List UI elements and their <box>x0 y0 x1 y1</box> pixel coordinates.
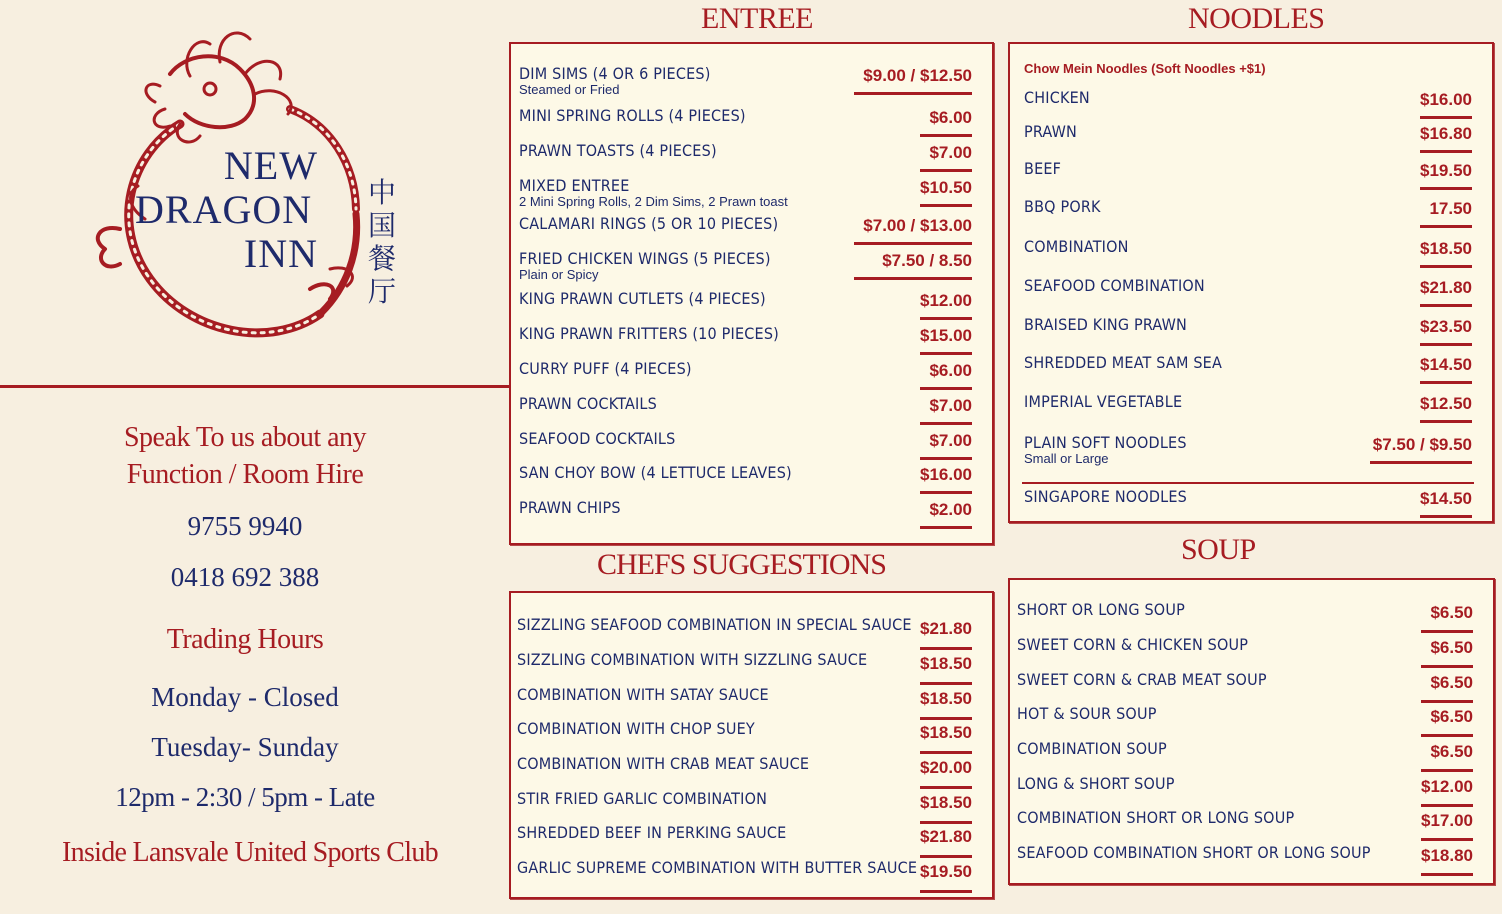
brand-line2: DRAGON <box>135 187 313 232</box>
price-underline <box>1420 515 1472 518</box>
menu-item-price: $20.00 <box>920 758 972 777</box>
menu-item <box>511 176 992 210</box>
menu-item-price: $21.80 <box>920 619 972 638</box>
chefs-title: CHEFS SUGGESTIONS <box>597 548 886 581</box>
entree-panel <box>509 42 994 545</box>
price-underline <box>854 277 972 280</box>
price-underline <box>920 134 972 137</box>
menu-item-name: KING PRAWN CUTLETS (4 PIECES) <box>519 289 766 308</box>
menu-item-name: PLAIN SOFT NOODLES <box>1024 433 1187 452</box>
menu-item-price: $14.50 <box>1420 355 1472 374</box>
menu-item <box>511 141 992 175</box>
menu-item-name: COMBINATION SHORT OR LONG SOUP <box>1017 808 1295 827</box>
menu-item <box>1010 392 1492 426</box>
menu-item <box>511 463 992 497</box>
menu-item <box>511 685 992 719</box>
menu-item-name: MIXED ENTREE <box>519 176 630 195</box>
menu-item-name: SEAFOOD COMBINATION <box>1024 276 1205 295</box>
menu-item-price: $6.00 <box>929 361 972 380</box>
price-underline <box>1420 265 1472 268</box>
menu-item-price: $7.00 / $13.00 <box>863 216 972 235</box>
menu-item-price: 17.50 <box>1429 199 1472 218</box>
menu-item-name: COMBINATION <box>1024 237 1129 256</box>
menu-item <box>511 64 992 98</box>
price-underline <box>1420 150 1472 153</box>
menu-item-price: $6.00 <box>929 108 972 127</box>
menu-item-name: SEAFOOD COCKTAILS <box>519 429 676 448</box>
chinese-char: 国 <box>367 209 396 242</box>
menu-item-price: $21.80 <box>1420 278 1472 297</box>
menu-item <box>1010 122 1492 156</box>
menu-item-price: $6.50 <box>1430 673 1473 692</box>
hours-times: 12pm - 2:30 / 5pm - Late <box>115 782 375 812</box>
menu-item-price: $6.50 <box>1430 707 1473 726</box>
brand-line3: INN <box>243 231 318 276</box>
menu-item-price: $19.50 <box>1420 161 1472 180</box>
menu-item-name: STIR FRIED GARLIC COMBINATION <box>517 789 768 808</box>
menu-item <box>1010 635 1493 669</box>
price-underline <box>1420 343 1472 346</box>
price-underline <box>1421 838 1473 841</box>
menu-item-price: $19.50 <box>920 862 972 881</box>
menu-item <box>1010 487 1492 521</box>
menu-item-name: SAN CHOY BOW (4 LETTUCE LEAVES) <box>519 463 792 482</box>
menu-item-name: SHORT OR LONG SOUP <box>1017 600 1185 619</box>
menu-item <box>1010 433 1492 467</box>
function-hire-line1: Speak To us about any <box>123 422 367 453</box>
menu-item-price: $12.50 <box>1420 394 1472 413</box>
menu-item <box>1010 704 1493 738</box>
menu-item-name: PRAWN COCKTAILS <box>519 394 657 413</box>
menu-item-description: 2 Mini Spring Rolls, 2 Dim Sims, 2 Prawn toast <box>519 194 788 209</box>
menu-item <box>1010 88 1492 122</box>
menu-item-price: $18.50 <box>920 689 972 708</box>
menu-item <box>1010 197 1492 231</box>
menu-item-price: $7.00 <box>929 396 972 415</box>
price-underline <box>920 491 972 494</box>
phone-number-2[interactable]: 0418 692 388 <box>170 562 320 592</box>
menu-item-price: $7.00 <box>929 431 972 450</box>
menu-item-name: HOT & SOUR SOUP <box>1017 704 1157 723</box>
price-underline <box>920 457 972 460</box>
price-underline <box>920 317 972 320</box>
menu-item <box>511 289 992 323</box>
price-underline <box>920 422 972 425</box>
menu-item-name: CURRY PUFF (4 PIECES) <box>519 359 692 378</box>
price-underline <box>1420 304 1472 307</box>
menu-item-price: $18.50 <box>920 654 972 673</box>
menu-item-price: $18.50 <box>920 793 972 812</box>
chinese-char: 厅 <box>367 275 396 308</box>
menu-item-price: $18.50 <box>1420 239 1472 258</box>
menu-item <box>511 106 992 140</box>
price-underline <box>1420 420 1472 423</box>
menu-item <box>1010 843 1493 877</box>
brand-line1: NEW <box>223 143 318 188</box>
menu-item-name: CHICKEN <box>1024 88 1090 107</box>
chefs-panel <box>509 591 994 899</box>
menu-item-description: Plain or Spicy <box>519 267 599 282</box>
menu-item-price: $12.00 <box>1421 777 1473 796</box>
menu-item-name: SEAFOOD COMBINATION SHORT OR LONG SOUP <box>1017 843 1371 862</box>
menu-item <box>1010 159 1492 193</box>
menu-item-price: $7.00 <box>929 143 972 162</box>
menu-item <box>511 394 992 428</box>
menu-item <box>511 719 992 753</box>
menu-item <box>511 249 992 283</box>
menu-item <box>1010 774 1493 808</box>
hours-monday: Monday - Closed <box>151 682 339 712</box>
chinese-char: 餐 <box>367 242 396 275</box>
menu-item <box>511 498 992 532</box>
price-underline <box>1421 665 1473 668</box>
price-underline <box>1420 225 1472 228</box>
menu-item-name: FRIED CHICKEN WINGS (5 PIECES) <box>519 249 771 268</box>
price-underline <box>1421 873 1473 876</box>
noodles-title: NOODLES <box>1188 2 1325 35</box>
menu-item-price: $2.00 <box>929 500 972 519</box>
brand-name <box>135 144 335 276</box>
menu-item <box>511 823 992 857</box>
price-underline <box>1420 187 1472 190</box>
menu-item-name: DIM SIMS (4 OR 6 PIECES) <box>519 64 711 83</box>
price-underline <box>920 352 972 355</box>
menu-item-name: CALAMARI RINGS (5 OR 10 PIECES) <box>519 214 779 233</box>
menu-item-price: $16.00 <box>1420 90 1472 109</box>
price-underline <box>1421 734 1473 737</box>
menu-item-price: $18.80 <box>1421 846 1473 865</box>
menu-item-name: SIZZLING COMBINATION WITH SIZZLING SAUCE <box>517 650 868 669</box>
menu-item <box>1010 739 1493 773</box>
price-underline <box>1421 630 1473 633</box>
menu-item-name: LONG & SHORT SOUP <box>1017 774 1175 793</box>
menu-item-name: SHREDDED BEEF IN PERKING SAUCE <box>517 823 787 842</box>
menu-item-name: COMBINATION WITH CRAB MEAT SAUCE <box>517 754 810 773</box>
soup-title: SOUP <box>1181 533 1256 566</box>
menu-item-name: BBQ PORK <box>1024 197 1101 216</box>
location: Inside Lansvale United Sports Club <box>62 837 438 868</box>
price-underline <box>1370 461 1472 464</box>
menu-item <box>1010 276 1492 310</box>
menu-item-price: $18.50 <box>920 723 972 742</box>
price-underline <box>854 242 972 245</box>
soup-panel <box>1008 578 1495 885</box>
menu-item-price: $6.50 <box>1430 603 1473 622</box>
menu-item-name: GARLIC SUPREME COMBINATION WITH BUTTER SAUCE <box>517 858 918 877</box>
menu-item <box>511 429 992 463</box>
menu-item-price: $23.50 <box>1420 317 1472 336</box>
menu-item <box>511 650 992 684</box>
price-underline <box>920 890 972 893</box>
menu-item-name: COMBINATION WITH CHOP SUEY <box>517 719 755 738</box>
menu-item <box>1010 315 1492 349</box>
chinese-char: 中 <box>367 176 396 209</box>
price-underline <box>1420 381 1472 384</box>
price-underline <box>1420 116 1472 119</box>
menu-item-price: $6.50 <box>1430 638 1473 657</box>
menu-item-name: SHREDDED MEAT SAM SEA <box>1024 353 1223 372</box>
price-underline <box>854 92 972 95</box>
menu-item-price: $12.00 <box>920 291 972 310</box>
menu-item-name: BEEF <box>1024 159 1062 178</box>
menu-item <box>1010 600 1493 634</box>
menu-item-name: SWEET CORN & CHICKEN SOUP <box>1017 635 1249 654</box>
price-underline <box>1421 769 1473 772</box>
function-hire-line2: Function / Room Hire <box>126 459 364 490</box>
menu-item <box>1010 808 1493 842</box>
entree-title: ENTREE <box>701 2 813 35</box>
menu-item-name: PRAWN TOASTS (4 PIECES) <box>519 141 717 160</box>
menu-item <box>511 615 992 649</box>
menu-item <box>1010 670 1493 704</box>
menu-item-price: $7.50 / 8.50 <box>882 251 972 270</box>
menu-item-price: $17.00 <box>1421 811 1473 830</box>
phone-number-1[interactable]: 9755 9940 <box>187 511 303 541</box>
menu-item-price: $21.80 <box>920 827 972 846</box>
menu-item-name: SIZZLING SEAFOOD COMBINATION IN SPECIAL SAUCE <box>517 615 912 634</box>
price-underline <box>920 169 972 172</box>
noodles-separator <box>1022 482 1474 484</box>
trading-hours-title: Trading Hours <box>166 624 324 655</box>
menu-item-price: $14.50 <box>1420 489 1472 508</box>
menu-item-name: PRAWN CHIPS <box>519 498 621 517</box>
menu-item-name: SINGAPORE NOODLES <box>1024 487 1187 506</box>
chinese-name <box>365 176 399 308</box>
price-underline <box>920 526 972 529</box>
menu-item-name: KING PRAWN FRITTERS (10 PIECES) <box>519 324 779 343</box>
menu-item-description: Small or Large <box>1024 451 1109 466</box>
noodles-panel <box>1008 42 1494 523</box>
price-underline <box>1421 700 1473 703</box>
menu-item-price: $6.50 <box>1430 742 1473 761</box>
section-divider <box>0 385 510 388</box>
menu-item <box>511 789 992 823</box>
menu-item-price: $9.00 / $12.50 <box>863 66 972 85</box>
menu-item <box>1010 353 1492 387</box>
menu-item <box>511 754 992 788</box>
menu-item-name: BRAISED KING PRAWN <box>1024 315 1187 334</box>
dragon-logo <box>60 14 420 364</box>
price-underline <box>920 204 972 207</box>
price-underline <box>1421 804 1473 807</box>
menu-item <box>1010 237 1492 271</box>
menu-item-price: $10.50 <box>920 178 972 197</box>
menu-item-description: Steamed or Fried <box>519 82 620 97</box>
menu-item-name: COMBINATION WITH SATAY SAUCE <box>517 685 769 704</box>
menu-item-price: $7.50 / $9.50 <box>1372 435 1472 454</box>
noodles-note: Chow Mein Noodles (Soft Noodles +$1) <box>1024 61 1266 76</box>
hours-tuesday-sunday: Tuesday- Sunday <box>151 732 339 762</box>
menu-item-name: IMPERIAL VEGETABLE <box>1024 392 1183 411</box>
menu-item-price: $16.80 <box>1420 124 1472 143</box>
menu-item <box>511 324 992 358</box>
menu-item-price: $15.00 <box>920 326 972 345</box>
menu-item <box>511 214 992 248</box>
menu-item-name: PRAWN <box>1024 122 1077 141</box>
price-underline <box>920 387 972 390</box>
menu-item <box>511 359 992 393</box>
menu-item-name: COMBINATION SOUP <box>1017 739 1167 758</box>
menu-item-name: SWEET CORN & CRAB MEAT SOUP <box>1017 670 1267 689</box>
menu-item-name: MINI SPRING ROLLS (4 PIECES) <box>519 106 746 125</box>
menu-item <box>511 858 992 892</box>
menu-item-price: $16.00 <box>920 465 972 484</box>
